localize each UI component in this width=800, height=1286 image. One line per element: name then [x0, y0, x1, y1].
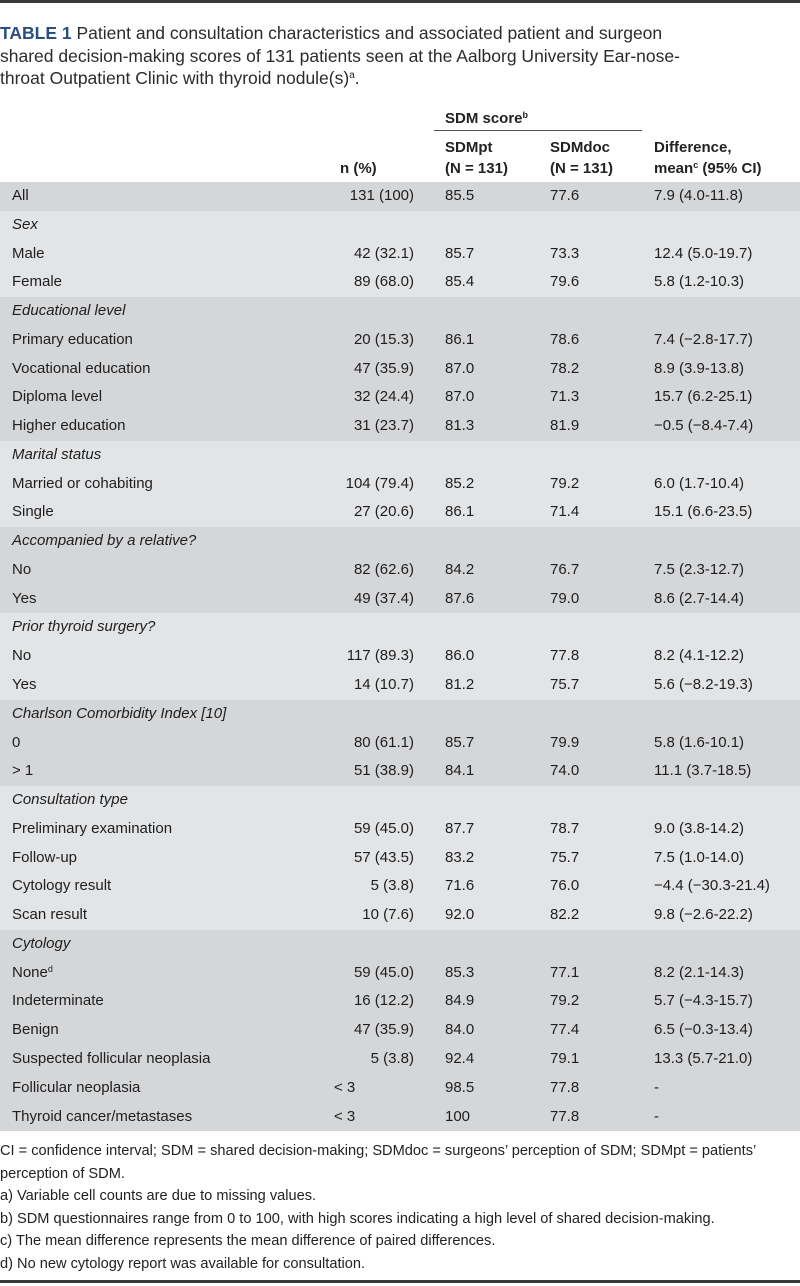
- cell-difference: 8.2 (4.1-12.2): [654, 647, 745, 665]
- table-caption: [0, 22, 700, 90]
- cell-sdmpt: 71.6: [445, 877, 475, 895]
- table-row: [0, 987, 800, 1016]
- table-row: [0, 585, 800, 614]
- footnote-b: b) SDM questionnaires range from 0 to 100, with high scores indicating a high level of shared decision-making.: [0, 1210, 715, 1227]
- cell-sdmdoc: 78.6: [550, 330, 580, 348]
- row-label-text: Thyroid cancer/metastases: [12, 1107, 193, 1125]
- cell-sdmdoc: 79.1: [550, 1049, 580, 1067]
- row-label-text: Diploma level: [12, 388, 103, 406]
- row-label-text: Prior thyroid surgery?: [12, 618, 156, 636]
- sdm-score-group-header: [445, 108, 528, 129]
- row-label: [12, 700, 226, 729]
- footnote-d: d) No new cytology report was available for consultation.: [0, 1255, 366, 1272]
- cell-sdmpt: 81.3: [445, 417, 475, 435]
- row-label-footnote: d: [47, 963, 53, 974]
- cell-sdmdoc: 79.6: [550, 273, 580, 291]
- cell-n: 5 (3.8): [370, 1049, 414, 1067]
- cell-n: 104 (79.4): [345, 474, 414, 492]
- row-label-text: 0: [12, 733, 21, 751]
- table-row: [0, 182, 800, 211]
- cell-sdmdoc: 77.8: [550, 1107, 580, 1125]
- footnote-a: a) Variable cell counts are due to missing values.: [0, 1188, 317, 1205]
- cell-sdmpt: 85.7: [445, 733, 475, 751]
- cell-difference: 5.8 (1.2-10.3): [654, 273, 745, 291]
- row-label-text: > 1: [12, 762, 34, 780]
- row-label-text: Marital status: [12, 445, 102, 463]
- row-label: [12, 240, 45, 269]
- row-label: [12, 1016, 59, 1045]
- table-row: [0, 268, 800, 297]
- cell-n: 42 (32.1): [353, 244, 414, 262]
- table-row: [0, 470, 800, 499]
- row-label: [12, 383, 102, 412]
- cell-sdmdoc: 79.0: [550, 589, 580, 607]
- row-label-text: Accompanied by a relative?: [12, 532, 197, 550]
- row-label: [12, 987, 104, 1016]
- cell-sdmpt: 87.0: [445, 359, 475, 377]
- row-label: [12, 527, 196, 556]
- cell-sdmpt: 85.4: [445, 273, 475, 291]
- cell-sdmpt: 100: [445, 1107, 471, 1125]
- cell-sdmdoc: 76.7: [550, 560, 580, 578]
- cell-difference: 9.8 (−2.6-22.2): [654, 906, 753, 924]
- cell-sdmpt: 84.2: [445, 560, 475, 578]
- cell-difference: 5.8 (1.6-10.1): [654, 733, 745, 751]
- row-label-text: Preliminary examination: [12, 819, 173, 837]
- row-label-text: None: [12, 963, 48, 981]
- row-label-text: Educational level: [12, 302, 126, 320]
- cell-n: 27 (20.6): [353, 503, 414, 521]
- cell-sdmpt: 87.0: [445, 388, 475, 406]
- row-label: [12, 498, 54, 527]
- cell-sdmpt: 86.0: [445, 647, 475, 665]
- cell-n: 47 (35.9): [353, 359, 414, 377]
- cell-n: 32 (24.4): [353, 388, 414, 406]
- table-footnotes: [0, 1140, 800, 1276]
- cell-sdmdoc: 77.8: [550, 647, 580, 665]
- cell-sdmpt: 85.2: [445, 474, 475, 492]
- row-label-text: Cytology: [12, 934, 71, 952]
- table-row: [0, 757, 800, 786]
- row-label-text: Higher education: [12, 417, 126, 435]
- table-row: [0, 844, 800, 873]
- table-group-heading: [0, 930, 800, 959]
- cell-n: 89 (68.0): [353, 273, 414, 291]
- row-label-text: Consultation type: [12, 791, 128, 809]
- cell-n: 59 (45.0): [353, 819, 414, 837]
- row-label: [12, 786, 128, 815]
- table-row: [0, 1045, 800, 1074]
- table-row: [0, 498, 800, 527]
- cell-sdmdoc: 71.4: [550, 503, 580, 521]
- header-sdmdoc: [550, 137, 613, 179]
- cell-difference: -: [654, 1078, 659, 1096]
- header-sdmpt-line2: (N = 131): [445, 160, 508, 177]
- cell-sdmpt: 92.4: [445, 1049, 475, 1067]
- row-label-text: Male: [12, 244, 45, 262]
- cell-sdmdoc: 73.3: [550, 244, 580, 262]
- table-row: [0, 642, 800, 671]
- row-label-text: Vocational education: [12, 359, 151, 377]
- caption-text: Patient and consultation characteristics and associated patient and surgeon shared decision-making scores of 131 patients seen at the Aalborg University Ear-nose-throat Outpatient Clinic with thyroid nodule(s): [0, 23, 680, 88]
- header-sdmpt-line1: SDMpt: [445, 139, 493, 156]
- row-label: [12, 211, 38, 240]
- table-row: [0, 326, 800, 355]
- row-label: [12, 585, 36, 614]
- cell-difference: −0.5 (−8.4-7.4): [654, 417, 754, 435]
- cell-difference: 15.7 (6.2-25.1): [654, 388, 753, 406]
- cell-sdmpt: 87.7: [445, 819, 475, 837]
- cell-sdmdoc: 71.3: [550, 388, 580, 406]
- cell-sdmpt: 81.2: [445, 676, 475, 694]
- row-label: [12, 1074, 140, 1103]
- table-row: [0, 959, 800, 988]
- cell-n: 49 (37.4): [353, 589, 414, 607]
- row-label-text: Yes: [12, 676, 37, 694]
- top-rule: [0, 0, 800, 3]
- header-sdmpt: [445, 137, 508, 179]
- row-label: [12, 844, 77, 873]
- row-label-text: No: [12, 647, 32, 665]
- table-row: [0, 383, 800, 412]
- cell-n: 131 (100): [349, 187, 414, 204]
- row-label-text: Follow-up: [12, 848, 78, 866]
- cell-sdmdoc: 77.1: [550, 963, 580, 981]
- header-difference-line1: Difference,: [654, 139, 732, 156]
- cell-sdmdoc: 82.2: [550, 906, 580, 924]
- caption-end: .: [354, 68, 360, 88]
- cell-n: 14 (10.7): [353, 676, 414, 694]
- table-group-heading: [0, 441, 800, 470]
- row-label-text: Follicular neoplasia: [12, 1078, 141, 1096]
- row-label-text: Married or cohabiting: [12, 474, 153, 492]
- row-label: [12, 729, 20, 758]
- cell-n: 117 (89.3): [346, 647, 414, 665]
- footnote-abbreviations: CI = confidence interval; SDM = shared decision-making; SDMdoc = surgeons’ perception of SDM; SDMpt = patients’ perception of SDM.: [0, 1143, 756, 1182]
- row-label-text: Charlson Comorbidity Index [10]: [12, 704, 227, 722]
- table-row: [0, 556, 800, 585]
- cell-difference: 11.1 (3.7-18.5): [654, 762, 752, 780]
- cell-sdmdoc: 79.9: [550, 733, 580, 751]
- cell-sdmdoc: 77.8: [550, 1078, 580, 1096]
- cell-sdmpt: 85.5: [445, 187, 475, 204]
- cell-sdmpt: 86.1: [445, 330, 475, 348]
- cell-n: 57 (43.5): [353, 848, 414, 866]
- row-label-text: Sex: [12, 215, 38, 233]
- cell-sdmdoc: 77.4: [550, 1021, 580, 1039]
- table-row: [0, 240, 800, 269]
- header-n: n (%): [340, 160, 377, 177]
- row-label: [12, 182, 29, 211]
- cell-sdmdoc: 79.2: [550, 474, 580, 492]
- table-group-heading: [0, 786, 800, 815]
- row-label: [12, 355, 150, 384]
- cell-n: < 3: [334, 1107, 356, 1125]
- table-row: [0, 901, 800, 930]
- row-label: [12, 901, 87, 930]
- row-label: [12, 930, 70, 959]
- table-row: [0, 729, 800, 758]
- table-header: [0, 100, 800, 182]
- cell-sdmdoc: 78.7: [550, 819, 580, 837]
- row-label: [12, 671, 36, 700]
- cell-difference: 7.5 (1.0-14.0): [654, 848, 745, 866]
- cell-sdmpt: 86.1: [445, 503, 475, 521]
- table-group-heading: [0, 700, 800, 729]
- row-label: [12, 326, 133, 355]
- header-sdmdoc-line2: (N = 131): [550, 160, 613, 177]
- cell-sdmpt: 85.7: [445, 244, 475, 262]
- cell-sdmdoc: 74.0: [550, 762, 580, 780]
- cell-sdmpt: 83.2: [445, 848, 475, 866]
- cell-sdmpt: 84.1: [445, 762, 475, 780]
- cell-difference: 5.7 (−4.3-15.7): [654, 992, 753, 1010]
- sdm-score-sup: b: [522, 110, 529, 120]
- row-label-text: Benign: [12, 1021, 59, 1039]
- cell-difference: 7.4 (−2.8-17.7): [654, 330, 753, 348]
- bottom-rule: [0, 1280, 800, 1283]
- cell-sdmdoc: 76.0: [550, 877, 580, 895]
- table-row: [0, 412, 800, 441]
- row-label-text: Single: [12, 503, 54, 521]
- row-label: [12, 757, 33, 786]
- row-label: [12, 613, 155, 642]
- cell-sdmdoc: 77.6: [550, 187, 580, 204]
- header-ci: (95% CI): [698, 160, 762, 177]
- cell-difference: 15.1 (6.6-23.5): [654, 503, 753, 521]
- cell-difference: 5.6 (−8.2-19.3): [654, 676, 753, 694]
- cell-difference: 13.3 (5.7-21.0): [654, 1049, 753, 1067]
- cell-sdmpt: 98.5: [445, 1078, 475, 1096]
- row-label: [12, 872, 111, 901]
- row-label: [12, 470, 153, 499]
- row-label-text: Yes: [12, 589, 37, 607]
- cell-n: 20 (15.3): [353, 330, 414, 348]
- row-label: [12, 959, 53, 988]
- sdm-group-underline: [434, 130, 642, 131]
- table-row: [0, 1103, 800, 1132]
- row-label: [12, 815, 172, 844]
- header-difference: [654, 137, 762, 179]
- cell-sdmpt: 84.9: [445, 992, 475, 1010]
- table-row: [0, 815, 800, 844]
- row-label-text: Cytology result: [12, 877, 112, 895]
- row-label: [12, 642, 31, 671]
- table-row: [0, 671, 800, 700]
- row-label: [12, 268, 62, 297]
- row-label-text: All: [12, 187, 29, 204]
- cell-difference: -: [654, 1107, 659, 1125]
- row-label: [12, 441, 101, 470]
- cell-n: 82 (62.6): [353, 560, 414, 578]
- cell-n: 16 (12.2): [353, 992, 414, 1010]
- row-label-text: Primary education: [12, 330, 133, 348]
- cell-sdmdoc: 81.9: [550, 417, 580, 435]
- sdm-score-label: SDM score: [445, 110, 523, 127]
- row-label: [12, 297, 125, 326]
- table-group-heading: [0, 211, 800, 240]
- footnote-c: c) The mean difference represents the mean difference of paired differences.: [0, 1233, 496, 1250]
- row-label-text: Scan result: [12, 906, 88, 924]
- cell-sdmpt: 85.3: [445, 963, 475, 981]
- table-group-heading: [0, 297, 800, 326]
- table-group-heading: [0, 527, 800, 556]
- header-sdmdoc-line1: SDMdoc: [550, 139, 610, 156]
- table-row: [0, 1074, 800, 1103]
- table-group-heading: [0, 613, 800, 642]
- row-label: [12, 1103, 192, 1132]
- cell-n: 5 (3.8): [370, 877, 414, 895]
- row-label-text: Suspected follicular neoplasia: [12, 1049, 211, 1067]
- cell-difference: 6.0 (1.7-10.4): [654, 474, 745, 492]
- cell-difference: −4.4 (−30.3-21.4): [654, 877, 770, 895]
- cell-sdmdoc: 79.2: [550, 992, 580, 1010]
- table-row: [0, 1016, 800, 1045]
- cell-n: 59 (45.0): [353, 963, 414, 981]
- row-label-text: No: [12, 560, 32, 578]
- cell-difference: 7.9 (4.0-11.8): [654, 187, 743, 204]
- cell-sdmpt: 84.0: [445, 1021, 475, 1039]
- caption-footnote-a: a: [349, 70, 355, 81]
- cell-difference: 8.9 (3.9-13.8): [654, 359, 745, 377]
- header-mean: mean: [654, 160, 694, 177]
- table-body: [0, 182, 800, 1131]
- cell-n: 10 (7.6): [362, 906, 414, 924]
- cell-sdmpt: 92.0: [445, 906, 475, 924]
- cell-difference: 7.5 (2.3-12.7): [654, 560, 745, 578]
- cell-difference: 8.6 (2.7-14.4): [654, 589, 745, 607]
- row-label: [12, 412, 125, 441]
- table-row: [0, 872, 800, 901]
- cell-difference: 9.0 (3.8-14.2): [654, 819, 745, 837]
- header-mean-sup: c: [693, 160, 699, 170]
- cell-sdmdoc: 75.7: [550, 676, 580, 694]
- cell-sdmdoc: 75.7: [550, 848, 580, 866]
- cell-difference: 8.2 (2.1-14.3): [654, 963, 745, 981]
- cell-n: 47 (35.9): [353, 1021, 414, 1039]
- table-label: TABLE 1: [0, 23, 72, 43]
- table-row: [0, 355, 800, 384]
- cell-difference: 6.5 (−0.3-13.4): [654, 1021, 753, 1039]
- cell-difference: 12.4 (5.0-19.7): [654, 244, 753, 262]
- cell-n: < 3: [334, 1078, 356, 1096]
- row-label: [12, 1045, 210, 1074]
- cell-sdmpt: 87.6: [445, 589, 475, 607]
- cell-n: 31 (23.7): [353, 417, 414, 435]
- row-label: [12, 556, 31, 585]
- cell-n: 51 (38.9): [353, 762, 414, 780]
- cell-sdmdoc: 78.2: [550, 359, 580, 377]
- row-label-text: Female: [12, 273, 63, 291]
- cell-n: 80 (61.1): [353, 733, 414, 751]
- row-label-text: Indeterminate: [12, 992, 104, 1010]
- header-difference-line2: [654, 158, 762, 179]
